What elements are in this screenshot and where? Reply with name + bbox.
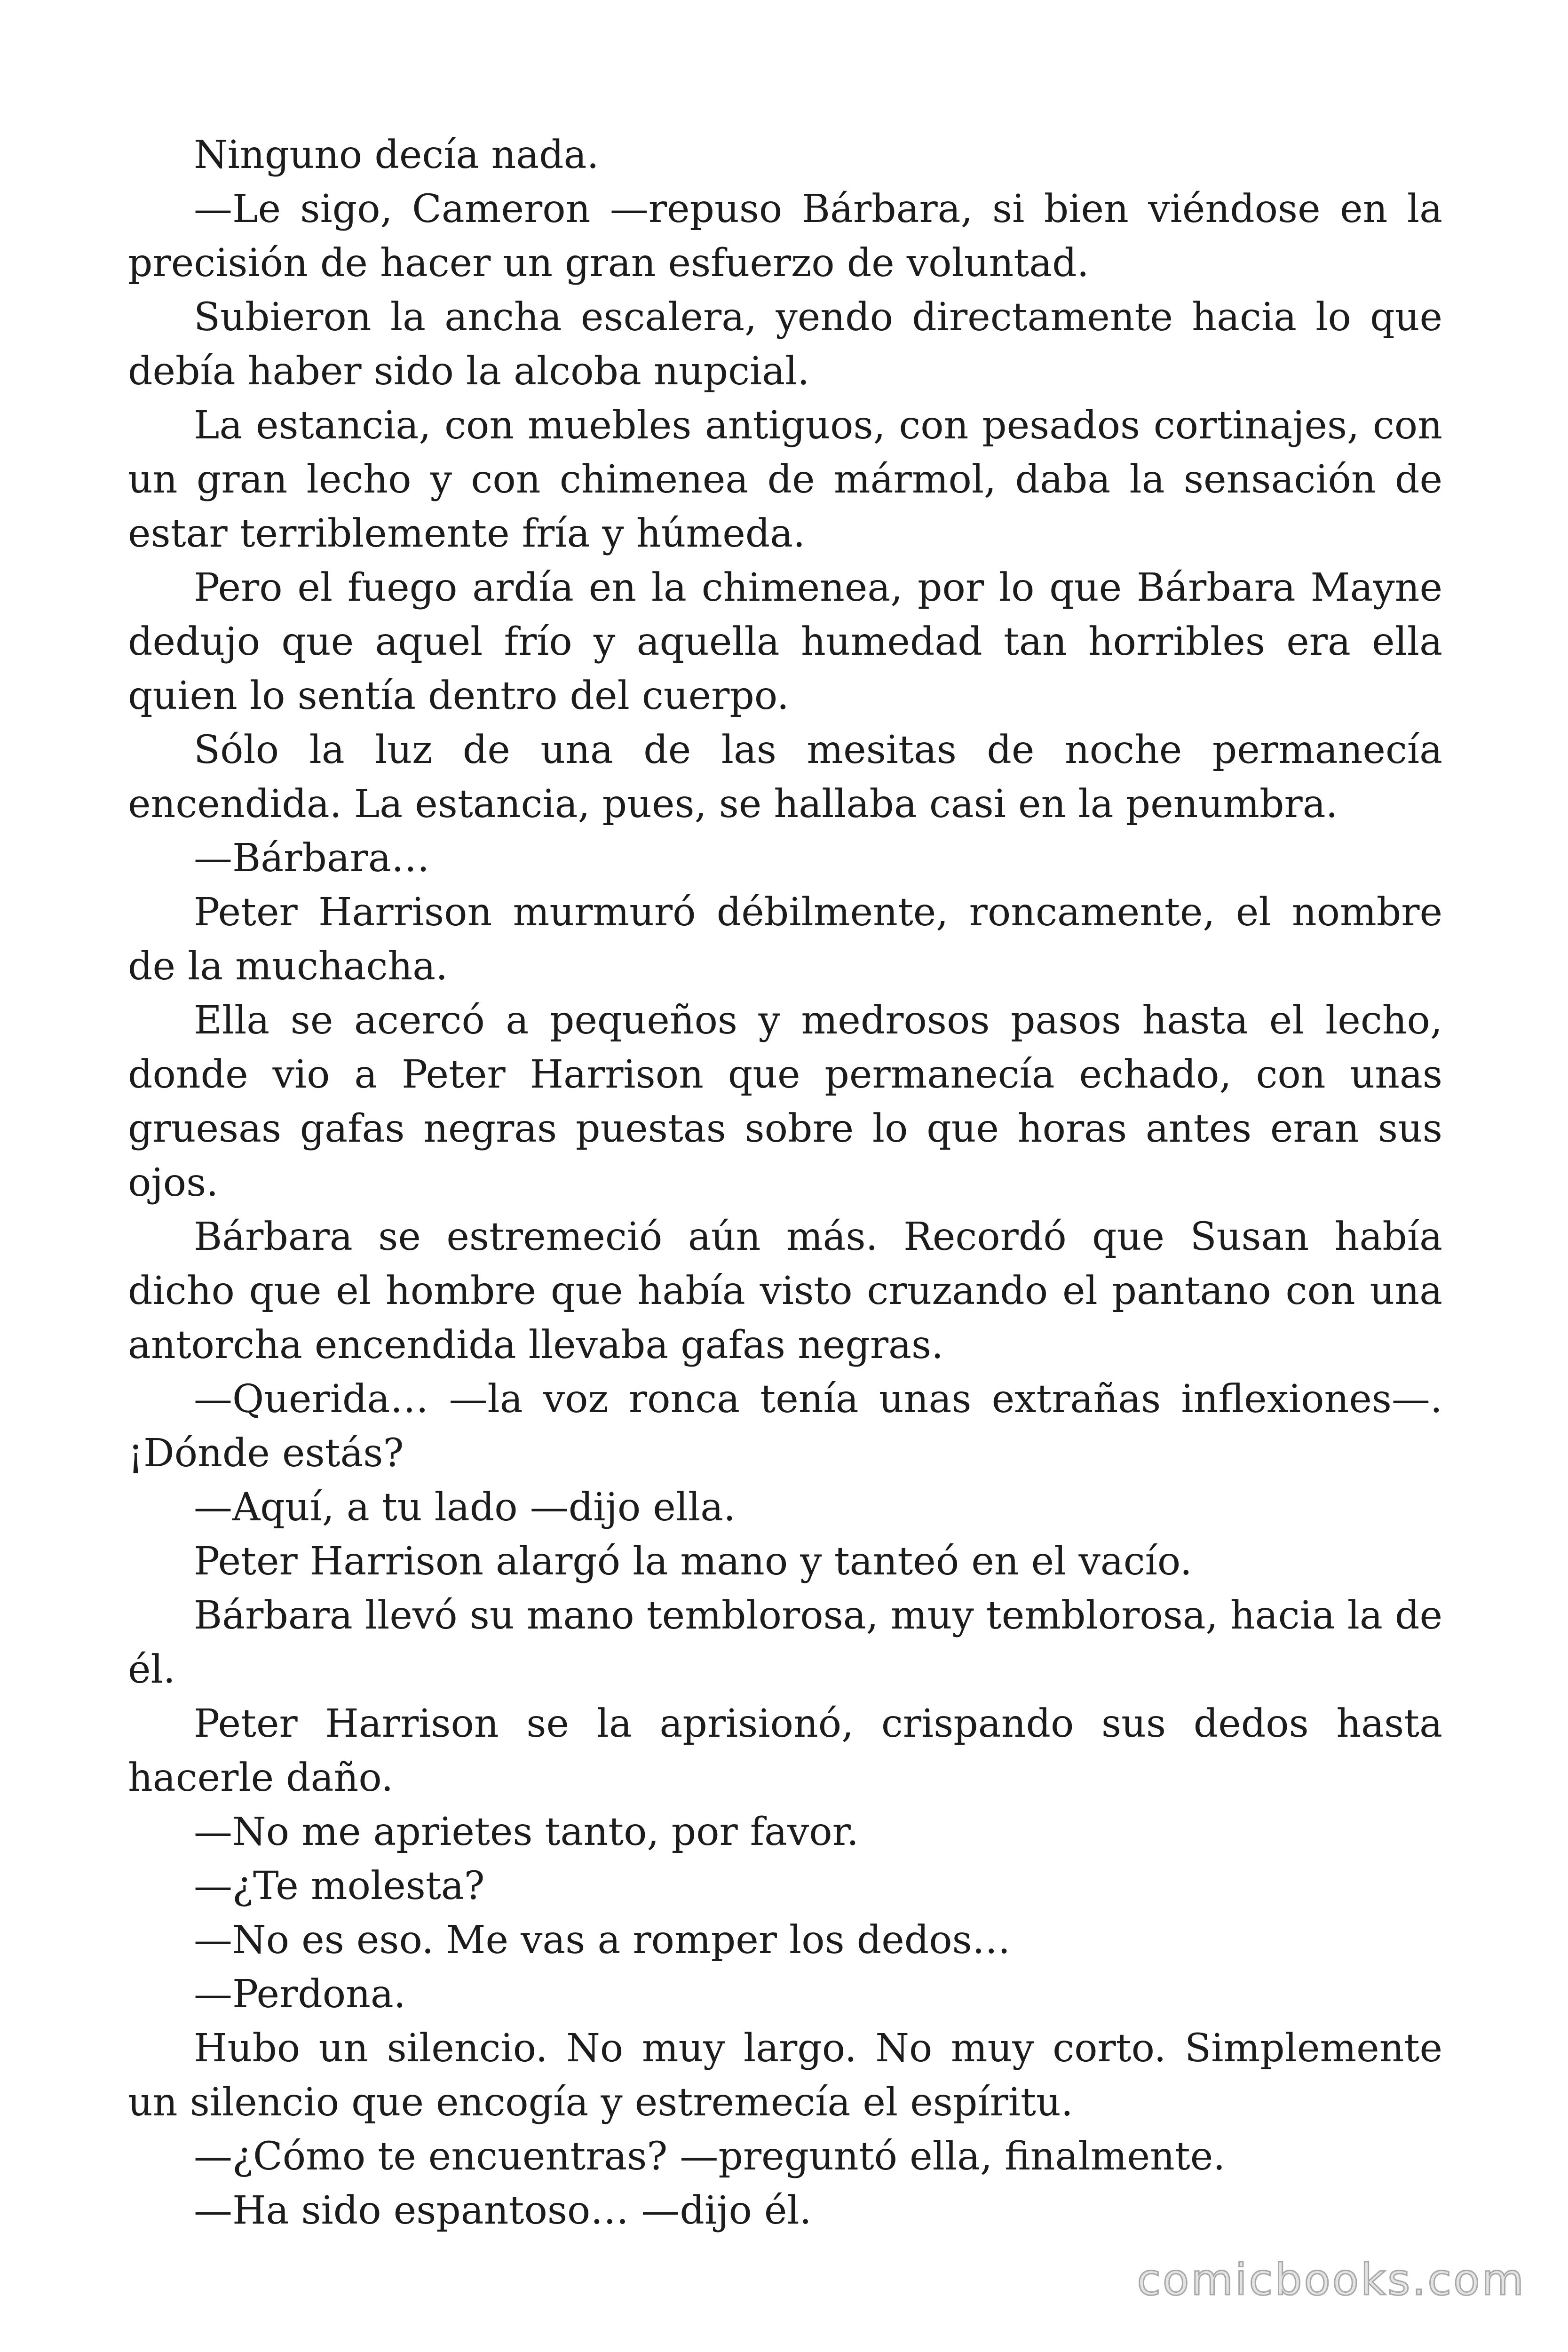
paragraph: Subieron la ancha escalera, yendo directamente hacia lo que debía haber sido la alcoba nupcial. (128, 295, 1442, 394)
paragraph: —No me aprietes tanto, por favor. (194, 1810, 859, 1854)
paragraph: Bárbara llevó su mano temblorosa, muy temblorosa, hacia la de él. (128, 1593, 1442, 1692)
paragraph: —¿Cómo te encuentras? —preguntó ella, finalmente. (194, 2134, 1226, 2179)
paragraph: —No es eso. Me vas a romper los dedos… (194, 1918, 1011, 1963)
paragraph: Peter Harrison murmuró débilmente, roncamente, el nombre de la muchacha. (128, 890, 1442, 989)
paragraph: Ella se acercó a pequeños y medrosos pasos hasta el lecho, donde vio a Peter Harrison que permanecía echado, con unas gruesas gafas negras puestas sobre lo que horas antes eran sus ojos. (128, 998, 1442, 1205)
paragraph: —Aquí, a tu lado —dijo ella. (194, 1485, 736, 1530)
paragraph: —Perdona. (194, 1972, 406, 2017)
paragraph: Sólo la luz de una de las mesitas de noche permanecía encendida. La estancia, pues, se hallaba casi en la penumbra. (128, 728, 1442, 826)
paragraph: —Querida… —la voz ronca tenía unas extrañas inflexiones—. ¡Dónde estás? (128, 1377, 1442, 1476)
paragraph: Peter Harrison se la aprisionó, crispando sus dedos hasta hacerle daño. (128, 1701, 1442, 1800)
paragraph: —¿Te molesta? (194, 1864, 485, 1908)
paragraph: Hubo un silencio. No muy largo. No muy corto. Simplemente un silencio que encogía y estremecía el espíritu. (128, 2026, 1442, 2125)
paragraph: La estancia, con muebles antiguos, con pesados cortinajes, con un gran lecho y con chimenea de mármol, daba la sensación de estar terriblemente fría y húmeda. (128, 403, 1442, 556)
paragraph: —Ha sido espantoso… —dijo él. (194, 2188, 812, 2233)
paragraph: —Le sigo, Cameron —repuso Bárbara, si bien viéndose en la precisión de hacer un gran esfuerzo de voluntad. (128, 187, 1442, 286)
paragraph: Ninguno decía nada. (194, 133, 599, 177)
paragraph: Pero el fuego ardía en la chimenea, por lo que Bárbara Mayne dedujo que aquel frío y aquella humedad tan horribles era ella quien lo sentía dentro del cuerpo. (128, 565, 1442, 718)
paragraph: Peter Harrison alargó la mano y tanteó en el vacío. (194, 1539, 1192, 1584)
watermark: comicbooks.com (1137, 2255, 1526, 2305)
body-text (128, 128, 1442, 2238)
paragraph: —Bárbara… (194, 836, 430, 881)
paragraph: Bárbara se estremeció aún más. Recordó que Susan había dicho que el hombre que había visto cruzando el pantano con una antorcha encendida llevaba gafas negras. (128, 1215, 1442, 1367)
